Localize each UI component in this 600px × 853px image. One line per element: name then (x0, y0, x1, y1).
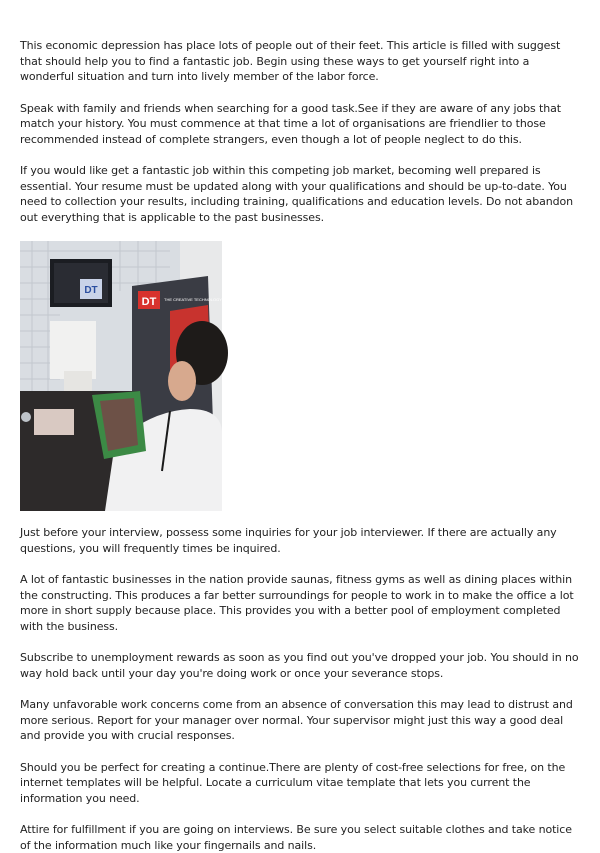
paragraph: Just before your interview, possess some inquiries for your job interviewer. If there are actually any questions, you will frequently times be inquired. (20, 526, 557, 555)
paragraph: Many unfavorable work concerns come from an absence of conversation this may lead to distrust and more serious. Report for your manager over normal. Your supervisor might just this way a good deal and provide you with crucial responses. (20, 698, 573, 742)
article-photo (20, 241, 240, 511)
paragraph: A lot of fantastic businesses in the nation provide saunas, fitness gyms as well as dining places within the constructing. This produces a far better surroundings for people to work in to make the office a lot more in short supply because place. This provides you with a better pool of employment completed with the business. (20, 573, 574, 633)
screen-logo: DT (84, 285, 98, 296)
banner-logo: DT (141, 296, 157, 308)
article-body (20, 38, 582, 853)
paragraph: Should you be perfect for creating a continue.There are plenty of cost-free selections for free, on the internet templates will be helpful. Locate a curriculum vitae template that lets you current the information you need. (20, 760, 566, 805)
paragraph: Speak with family and friends when searching for a good task.See if they are aware of any jobs that match your history. You must commence at that time a lot of organisations are friendlier to those recommended instead of complete strangers, even though a lot of people neglect to do this. (20, 101, 561, 146)
banner-text: THE CREATIVE TECHNOLOGY AGENCY (164, 297, 240, 302)
paragraph: If you would like get a fantastic job within this competing job market, becoming well prepared is essential. Your resume must be updated along with your qualifications and should be up-to-date. You need to collection your results, including training, qualifications and education levels. Do not abandon out everything that is applicable to the past businesses. (20, 164, 573, 224)
paragraph: Attire for fulfillment if you are going on interviews. Be sure you select suitable clothes and take notice of the information much like your fingernails and nails. (20, 823, 572, 852)
paragraph: Subscribe to unemployment rewards as soon as you find out you've dropped your job. You should in no way hold back until your day you're doing work or once your severance stops. (20, 651, 579, 680)
paragraph: This economic depression has place lots of people out of their feet. This article is filled with suggest that should help you to find a fantastic job. Begin using these ways to get yourself right into a wonderful situation and turn into lively member of the labor force. (20, 39, 561, 83)
